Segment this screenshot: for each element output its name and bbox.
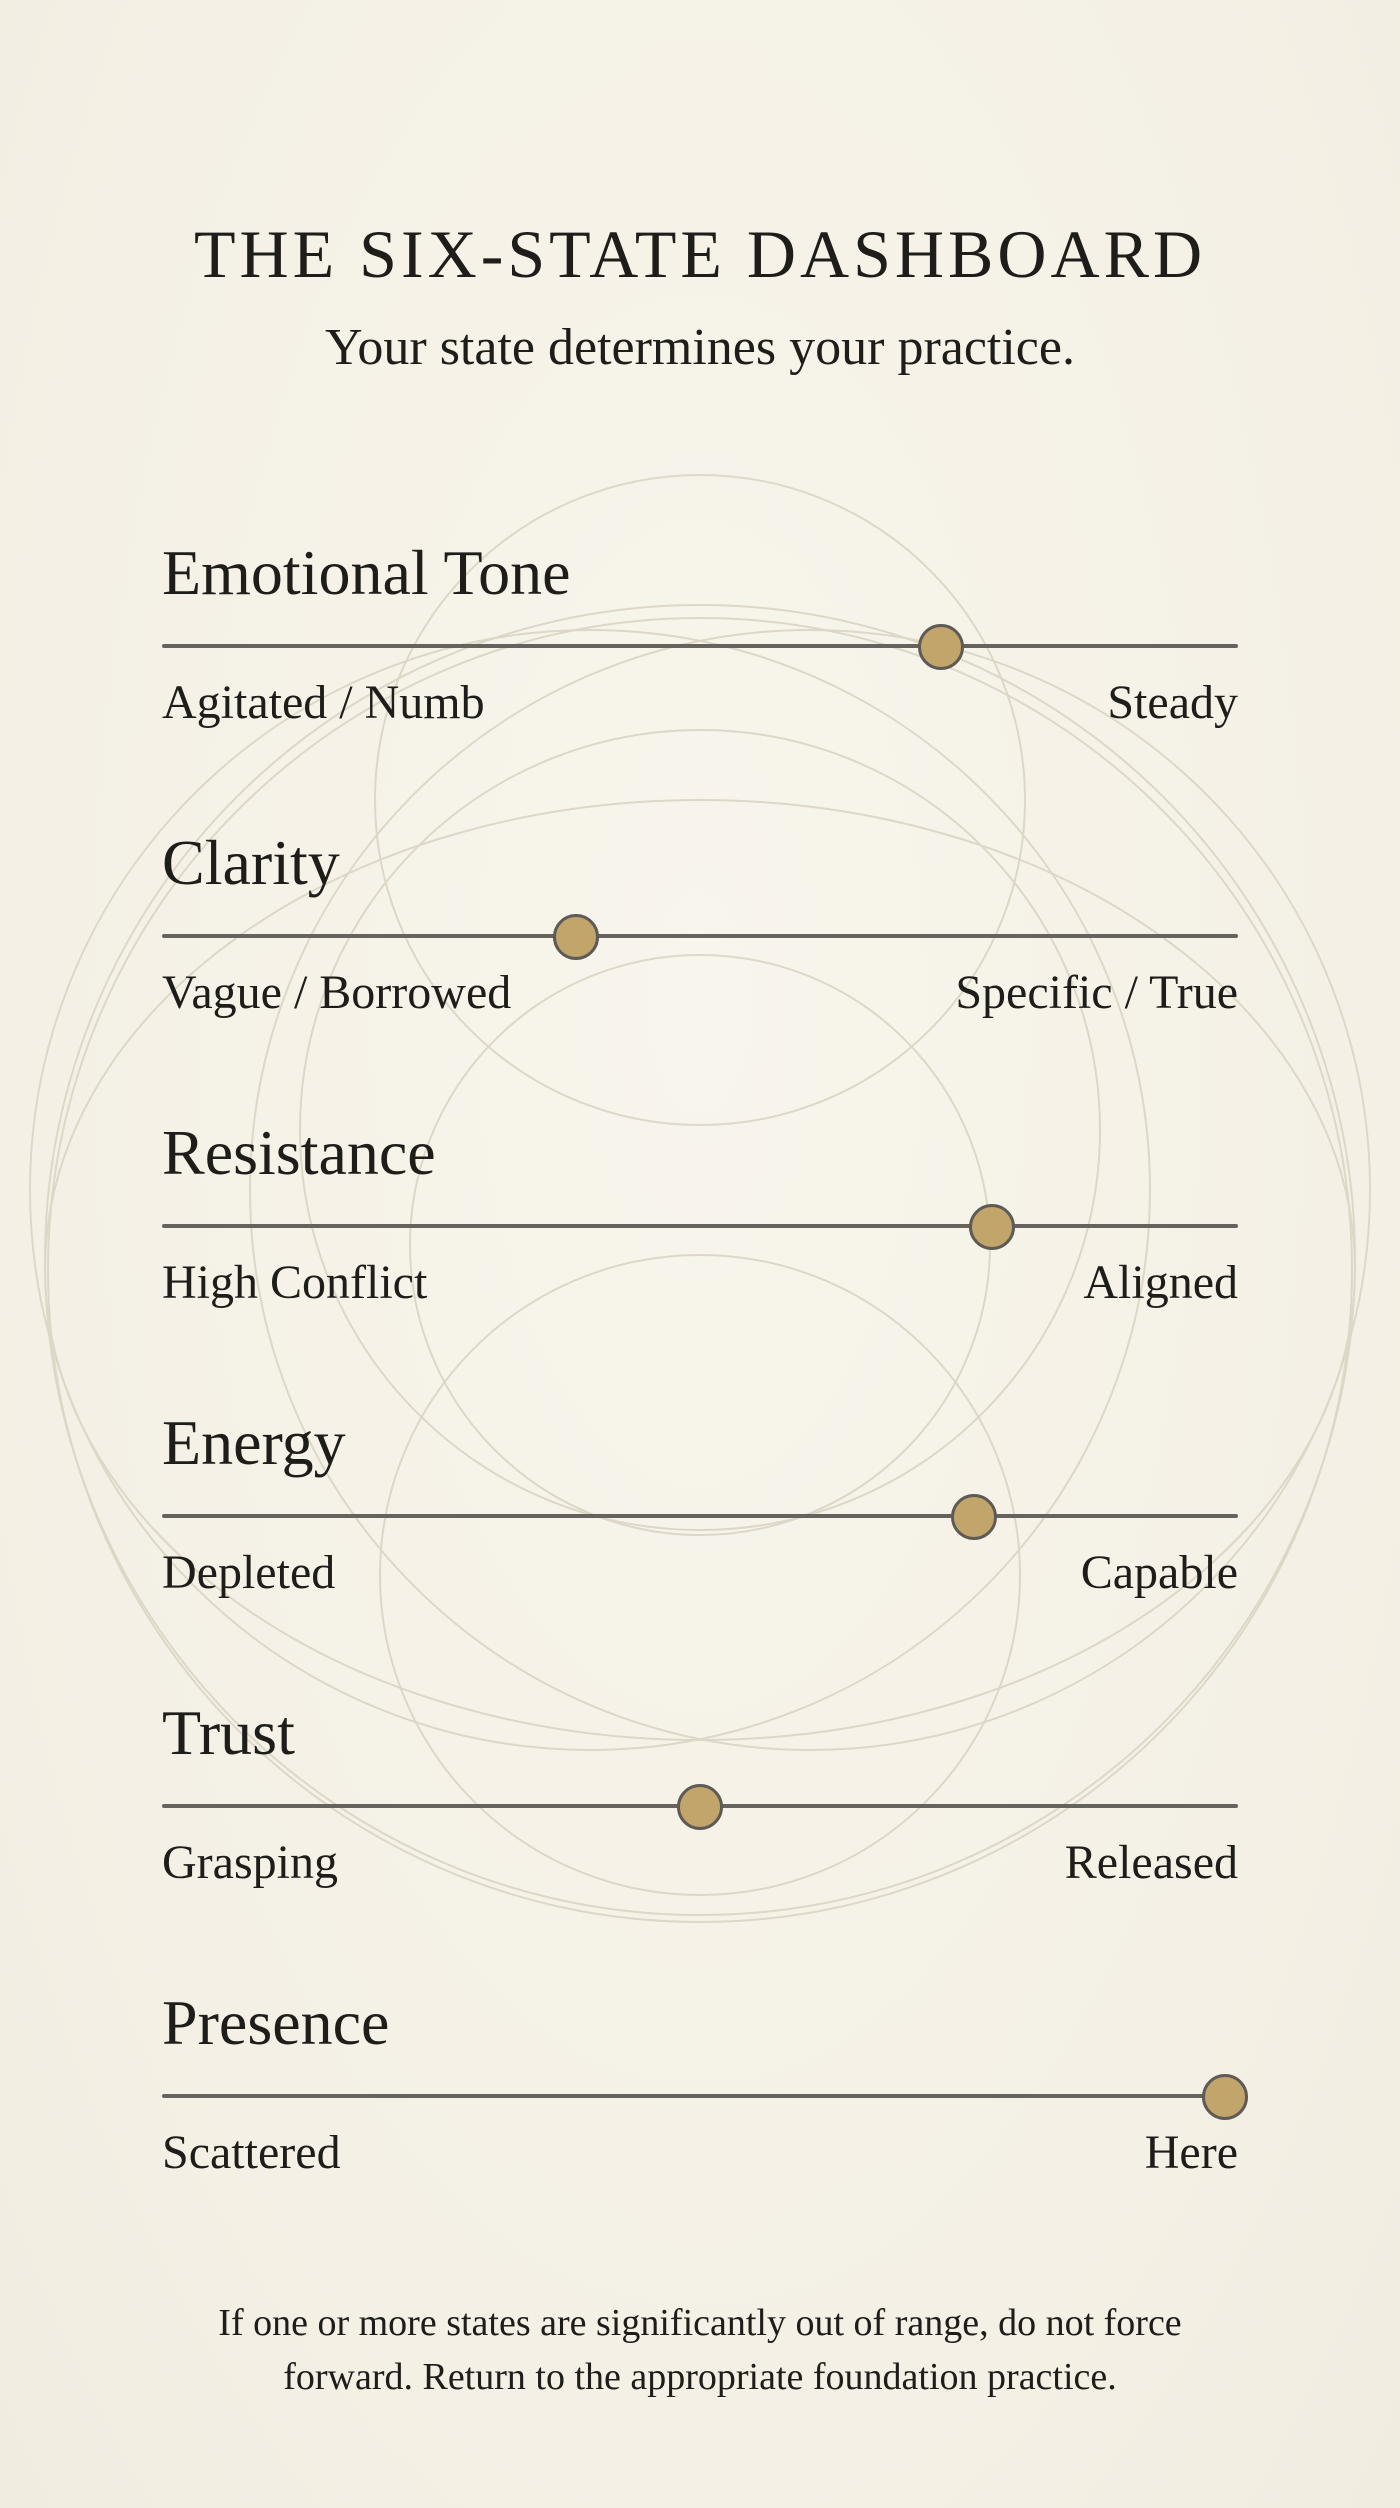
state-energy <box>162 1405 1238 1645</box>
label-left-emotional-tone: Agitated / Numb <box>162 676 485 729</box>
label-right-presence: Here <box>1144 2126 1238 2179</box>
slider-thumb-emotional-tone[interactable] <box>918 624 964 670</box>
slider-thumb-clarity[interactable] <box>553 914 599 960</box>
state-trust <box>162 1695 1238 1935</box>
label-left-energy: Depleted <box>162 1546 336 1599</box>
slider-thumb-presence[interactable] <box>1202 2074 1248 2120</box>
label-right-emotional-tone: Steady <box>1107 676 1238 729</box>
label-right-resistance: Aligned <box>1083 1256 1238 1309</box>
slider-track-resistance[interactable] <box>162 1224 1238 1228</box>
footer-note: If one or more states are significantly out of range, do not force forward. Return to the appropriate foundation practice. <box>218 2302 1182 2398</box>
label-left-resistance: High Conflict <box>162 1256 428 1309</box>
label-right-clarity: Specific / True <box>955 966 1238 1019</box>
slider-thumb-resistance[interactable] <box>969 1204 1015 1250</box>
label-left-presence: Scattered <box>162 2126 341 2179</box>
state-emotional-tone <box>162 535 1238 775</box>
state-presence <box>162 1985 1238 2225</box>
state-name-clarity: Clarity <box>162 827 340 898</box>
label-right-energy: Capable <box>1080 1546 1238 1599</box>
page-subtitle: Your state determines your practice. <box>325 319 1075 376</box>
state-name-presence: Presence <box>162 1987 390 2058</box>
label-left-trust: Grasping <box>162 1836 338 1889</box>
state-clarity <box>162 825 1238 1065</box>
slider-thumb-energy[interactable] <box>951 1494 997 1540</box>
slider-track-clarity[interactable] <box>162 934 1238 938</box>
label-right-trust: Released <box>1064 1836 1238 1889</box>
state-resistance <box>162 1115 1238 1355</box>
state-name-resistance: Resistance <box>162 1117 436 1188</box>
slider-track-emotional-tone[interactable] <box>162 644 1238 648</box>
label-left-clarity: Vague / Borrowed <box>162 966 512 1019</box>
slider-thumb-trust[interactable] <box>677 1784 723 1830</box>
state-name-trust: Trust <box>162 1697 295 1768</box>
slider-track-energy[interactable] <box>162 1514 1238 1518</box>
state-name-energy: Energy <box>162 1407 346 1478</box>
state-name-emotional-tone: Emotional Tone <box>162 537 571 608</box>
slider-track-presence[interactable] <box>162 2094 1238 2098</box>
page-title: THE SIX-STATE DASHBOARD <box>193 216 1207 292</box>
